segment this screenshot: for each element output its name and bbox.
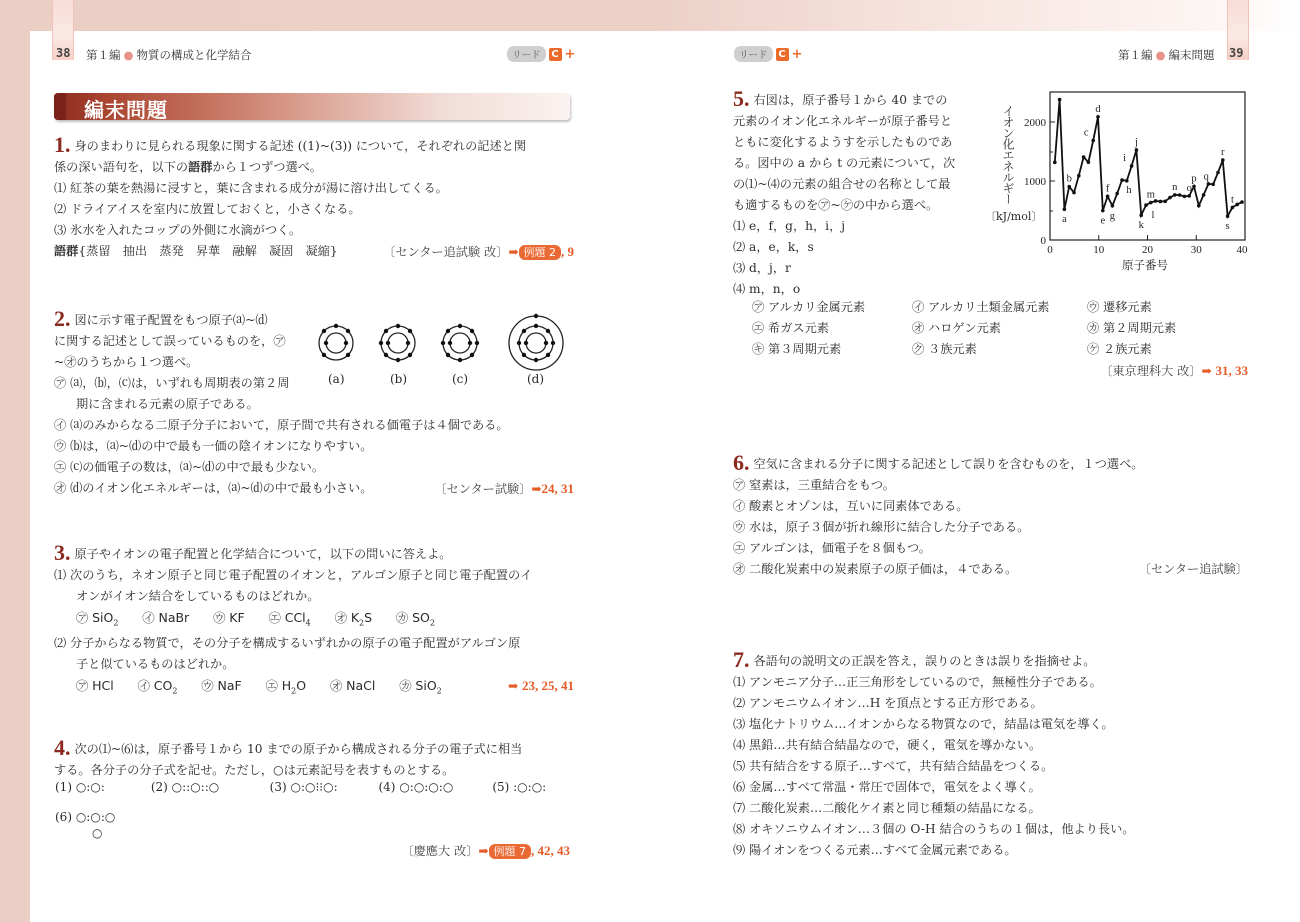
running-head-chapter: 編末問題 <box>1168 48 1215 62</box>
level-plus-icon: + <box>791 46 803 62</box>
svg-text:j: j <box>1134 136 1138 148</box>
problem-stem: ~㋔のうちから１つ選べ。 <box>54 355 199 369</box>
problem-number: 1. <box>54 132 71 157</box>
electron-formula: (1) ○:○: <box>55 780 105 794</box>
atom-diagrams-icon <box>314 312 564 374</box>
page-top-band <box>0 0 1300 31</box>
source-citation: 〔センター追試験 改〕 <box>383 245 509 259</box>
svg-text:f: f <box>1105 183 1110 195</box>
choice-text: ㋔ 二酸化炭素中の炭素原子の原子価は，４である。 <box>733 562 1018 576</box>
svg-text:l: l <box>1151 210 1155 222</box>
statement: ⑼ 陽イオンをつくる元素…すべて金属元素である。 <box>733 843 1017 857</box>
source-citation: 〔慶應大 改〕 <box>401 844 479 858</box>
level-grade: C <box>776 48 789 61</box>
problem-stem: 身のまわりに見られる現象に関する記述 ((1)~(3)) について，それぞれの記述と関 <box>74 139 527 153</box>
problem-item: ⑵ ドライアイスを室内に放置しておくと，小さくなる。 <box>54 202 361 216</box>
problem-item: ⑴ 紅茶の葉を熱湯に浸すと，葉に含まれる成分が湯に溶け出してくる。 <box>54 181 448 195</box>
svg-text:a: a <box>1062 214 1067 226</box>
y-tick: 2000 <box>1024 117 1046 129</box>
statement: ⑹ 金属…すべて常温・常圧で固体で，電気をよく導く。 <box>733 780 1041 794</box>
section-title: 編末問題 <box>84 98 168 122</box>
svg-text:g: g <box>1109 210 1116 222</box>
problem-stem: ともに変化するようすを示したものであ <box>733 135 953 149</box>
sub-question: ⑵ 分子からなる物質で，その分子を構成するいずれかの原子の電子配置がアルゴン原 <box>54 636 521 651</box>
electron-formula-row <box>55 780 546 794</box>
option: ㋕ 第２周期元素 <box>1087 321 1177 335</box>
option: ㋓ 希ガス元素 <box>752 321 829 335</box>
statement: ⑵ アンモニウムイオン…H を頂点とする正方形である。 <box>733 696 1043 710</box>
banner-accent-bar <box>54 93 66 120</box>
option: ㋗ ３族元素 <box>912 342 977 356</box>
reference-numbers[interactable]: 31, 33 <box>1215 363 1248 378</box>
svg-text:k: k <box>1138 220 1144 232</box>
choice: ㋓ CCl$_4$ <box>268 610 311 628</box>
chart-y-unit: 〔kJ/mol〕 <box>985 210 1043 223</box>
arrow-right-icon: ➡ <box>478 844 489 858</box>
y-tick: 0 <box>1040 235 1046 247</box>
choice: ㋑ NaBr <box>142 610 190 625</box>
problem-item: ⑷ m，n，o <box>733 282 801 296</box>
electron-configuration-diagrams <box>314 312 564 392</box>
diagram-label: (a) <box>328 372 345 386</box>
arrow-right-icon: ➡ <box>531 482 542 496</box>
choice: ㋓ $H_2O$ <box>265 678 307 696</box>
sub-question: ⑴ 次のうち，ネオン原子と同じ電子配置のイオンと，アルゴン原子と同じ電子配置のイ <box>54 568 533 582</box>
chart-y-label: イオン化エネルギー <box>1001 105 1015 204</box>
problem-5-options <box>752 297 1252 382</box>
arrow-right-icon: ➡ <box>508 679 519 694</box>
choice-text: ⒜，⒝，⒞は，いずれも周期表の第２周 <box>70 376 290 390</box>
electron-formula: (2) ○::○::○ <box>150 780 220 794</box>
problem-6 <box>733 452 1248 580</box>
choice: ㋔ NaCl <box>330 678 376 694</box>
example-badge[interactable]: 例題 7 <box>489 844 532 859</box>
problem-item: ⑶ 氷水を入れたコップの外側に水滴がつく。 <box>54 223 302 237</box>
arrow-right-icon: ➡ <box>1201 364 1212 378</box>
problem-stem: 次の⑴~⑹は，原子番号１から 10 までの原子から構成される分子の電子式に相当 <box>74 742 523 756</box>
problem-number: 5. <box>733 86 750 111</box>
lone-atom: ○ <box>92 826 103 840</box>
electron-formula-row <box>55 810 115 824</box>
problem-7 <box>733 649 1248 861</box>
source-citation: 〔センター試験〕 <box>434 482 532 496</box>
reference-numbers[interactable]: 23, 25, 41 <box>522 678 574 694</box>
sub-question: 子と似ているものはどれか。 <box>76 657 235 672</box>
problem-stem: から１つずつ選べ。 <box>212 160 323 174</box>
svg-text:d: d <box>1095 103 1101 115</box>
problem-number: 4. <box>54 735 71 760</box>
choice: ㋕ SiO$_2$ <box>399 678 442 696</box>
statement: ⑷ 黒鉛…共有結合結晶なので，硬く，電気を導かない。 <box>733 738 1042 752</box>
choice-text: ⒝は，⒜~⒟の中で最も一価の陰イオンになりやすい。 <box>70 439 373 453</box>
electron-formula: (6) ○:○:○ <box>55 810 116 824</box>
svg-text:q: q <box>1203 171 1209 183</box>
statement: ⑺ 二酸化炭素…二酸化ケイ素と同じ種類の結晶になる。 <box>733 801 1041 815</box>
choice-text: ㋑ 酸素とオゾンは，互いに同素体である。 <box>733 499 969 513</box>
svg-text:20: 20 <box>1142 244 1153 256</box>
keyword: 語群 <box>188 160 213 174</box>
electron-formula: (5) :○:○: <box>492 780 547 794</box>
diagram-label: (c) <box>452 372 469 386</box>
svg-text:t: t <box>1230 194 1234 206</box>
statement: ⑶ 塩化ナトリウム…イオンからなる物質なので，結晶は電気を導く。 <box>733 717 1114 731</box>
problem-item: ⑵ a，e，k，s <box>733 240 814 254</box>
choice-text: ㋒ 水は，原子３個が折れ線形に結合した分子である。 <box>733 520 1030 534</box>
problem-number: 6. <box>733 450 750 475</box>
svg-text:h: h <box>1126 185 1132 197</box>
running-head-right <box>1118 47 1215 63</box>
choice-label: ㋒ <box>54 439 67 453</box>
choice-text: ㋓ アルゴンは，価電子を８個もつ。 <box>733 541 931 555</box>
choice-text: 期に含まれる元素の原子である。 <box>76 397 259 411</box>
section-banner <box>54 93 570 120</box>
example-badge[interactable]: 例題 2 <box>519 245 562 260</box>
bullet-icon: ● <box>1155 48 1166 62</box>
electron-formula: (4) ○:○:○:○ <box>378 780 454 794</box>
svg-text:i: i <box>1123 152 1127 164</box>
option: ㋐ アルカリ金属元素 <box>752 300 866 314</box>
choice: ㋒ KF <box>213 610 245 625</box>
running-head-chapter: 物質の構成と化学結合 <box>136 48 252 62</box>
choice-row <box>54 607 574 633</box>
option: ㋘ ２族元素 <box>1087 342 1152 356</box>
page-number-left: 38 <box>56 46 71 60</box>
arrow-right-icon: ➡ <box>508 245 519 259</box>
problem-1 <box>54 134 574 263</box>
problem-stem: の⑴~⑷の元素の組合せの名称として最 <box>733 177 951 191</box>
choice-text: ⒜のみからなる二原子分子において，原子間で共有される価電子は４個である。 <box>70 418 509 432</box>
choice-text: ㋐ 窒素は，三重結合をもつ。 <box>733 478 895 492</box>
problem-stem: 係の深い語句を，以下の <box>54 160 189 174</box>
svg-text:40: 40 <box>1236 244 1248 256</box>
problem-5 <box>733 88 983 300</box>
svg-text:c: c <box>1083 127 1089 139</box>
page-number-right: 39 <box>1229 46 1244 60</box>
problem-stem: する。各分子の分子式を記せ。ただし，○は元素記号を表すものとする。 <box>54 763 455 777</box>
choice-text: ⒟のイオン化エネルギーは，⒜~⒟の中で最も小さい。 <box>70 481 373 495</box>
level-label: リード <box>734 46 773 62</box>
reference-numbers[interactable]: , 42, 43 <box>531 843 570 858</box>
svg-text:o: o <box>1186 182 1192 194</box>
problem-4 <box>54 737 574 781</box>
problem-stem: 空気に含まれる分子に関する記述として誤りを含むものを，１つ選べ。 <box>753 457 1144 471</box>
choice-label: ㋐ <box>54 376 67 390</box>
problem-stem: 各語句の説明文の正誤を答え，誤りのときは誤りを指摘せよ。 <box>753 654 1096 668</box>
choice-label: ㋑ <box>54 418 67 432</box>
option: ㋖ 第３周期元素 <box>752 342 842 356</box>
problem-stem: 図に示す電子配置をもつ原子⒜~⒟ <box>74 313 268 327</box>
svg-text:30: 30 <box>1190 244 1202 256</box>
svg-text:e: e <box>1100 215 1106 227</box>
word-group: {蒸留 抽出 蒸発 昇華 融解 凝固 凝縮} <box>78 244 338 258</box>
running-head-left <box>86 47 252 63</box>
sub-question: オンがイオン結合をしているものはどれか。 <box>76 589 320 603</box>
option: ㋔ ハロゲン元素 <box>912 321 1001 335</box>
problem-stem: 右図は，原子番号１から 40 までの <box>753 93 948 107</box>
choice-text: ⒞の価電子の数は，⒜~⒟の中で最も少ない。 <box>70 460 325 474</box>
problem-4-source <box>54 840 570 862</box>
problem-number: 2. <box>54 306 71 331</box>
level-badge-left <box>507 46 575 62</box>
problem-number: 7. <box>733 647 750 672</box>
svg-text:p: p <box>1191 173 1197 185</box>
diagram-label: (d) <box>527 372 545 386</box>
diagram-label: (b) <box>390 372 408 386</box>
choice-label: ㋔ <box>54 481 67 495</box>
statement: ⑸ 共有結合をする原子…すべて，共有結合結晶をつくる。 <box>733 759 1054 773</box>
choice: ㋔ $K_2S$ <box>334 610 373 628</box>
svg-text:0: 0 <box>1047 244 1053 256</box>
choice: ㋒ NaF <box>201 678 242 694</box>
choice-label: ㋓ <box>54 460 67 474</box>
level-plus-icon: + <box>564 46 576 62</box>
option: ㋑ アルカリ土類金属元素 <box>912 300 1050 314</box>
svg-text:s: s <box>1225 221 1230 233</box>
reference-numbers[interactable]: 24, 31 <box>541 481 574 496</box>
svg-text:10: 10 <box>1093 244 1105 256</box>
problem-item: ⑶ d，j，r <box>733 261 791 275</box>
svg-text:m: m <box>1146 189 1155 201</box>
level-badge-right <box>734 46 802 62</box>
source-citation: 〔東京理科大 改〕 <box>1100 364 1202 378</box>
svg-text:n: n <box>1172 181 1178 193</box>
svg-text:b: b <box>1066 173 1072 185</box>
problem-item: ⑴ e，f，g，h，i，j <box>733 219 846 233</box>
word-group-label: 語群 <box>54 244 79 258</box>
level-label: リード <box>507 46 546 62</box>
bullet-icon: ● <box>123 48 134 62</box>
chart-x-label: 原子番号 <box>1122 260 1168 272</box>
running-head-part: 第１編 <box>1118 48 1153 62</box>
ionization-energy-chart <box>985 85 1250 285</box>
problem-stem: も適するものを㋐~㋘の中から選べ。 <box>733 198 939 212</box>
problem-stem: 元素のイオン化エネルギーが原子番号と <box>733 114 953 128</box>
y-tick: 1000 <box>1024 176 1046 188</box>
problem-number: 3. <box>54 540 71 565</box>
problem-3 <box>54 542 574 702</box>
choice-row <box>54 675 574 701</box>
statement: ⑴ アンモニア分子…正三角形をしているので，無極性分子である。 <box>733 675 1102 689</box>
problem-stem: る。図中の a から t の元素について，次 <box>733 156 956 170</box>
svg-text:r: r <box>1221 147 1225 159</box>
choice: ㋐ HCl <box>76 678 114 694</box>
option: ㋒ 遷移元素 <box>1087 300 1152 314</box>
page-left-band <box>0 0 30 922</box>
problem-stem: に関する記述として誤っているものを，㋐ <box>54 334 286 348</box>
level-grade: C <box>549 48 562 61</box>
choice: ㋐ SiO$_2$ <box>76 610 119 628</box>
electron-formula: (3) ○:○⁝⁝○: <box>269 780 338 794</box>
reference-numbers[interactable]: , 9 <box>561 244 574 259</box>
running-head-part: 第１編 <box>86 48 121 62</box>
problem-stem: 原子やイオンの電子配置と化学結合について，以下の問いに答えよ。 <box>74 547 452 561</box>
source-citation: 〔センター追試験〕 <box>1138 562 1248 576</box>
statement: ⑻ オキソニウムイオン…３個の O-H 結合のうちの１個は，他より長い。 <box>733 822 1135 836</box>
choice: ㋑ $CO_2$ <box>137 678 178 696</box>
choice: ㋕ $SO_2$ <box>396 610 435 628</box>
